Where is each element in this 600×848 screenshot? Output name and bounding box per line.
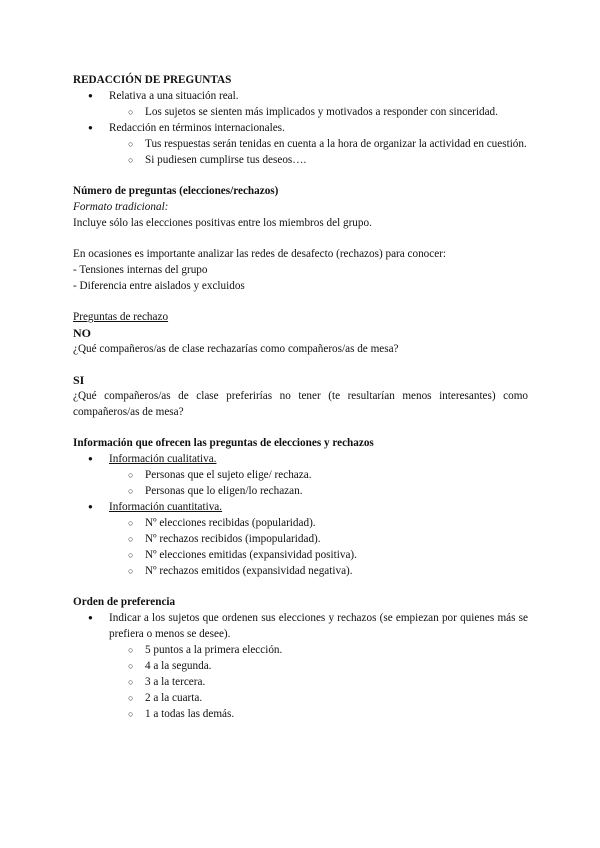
sub-bullet-puntos-5: ○ 1 a todas las demás. <box>73 706 528 722</box>
redaccion-list <box>73 88 528 168</box>
bullet-indicar: ● Indicar a los sujetos que ordenen sus elecciones y rechazos (se empiezan por quienes más se prefiera o menos se desee). <box>73 610 528 642</box>
sub-bullet-respuestas: ○ Tus respuestas serán tenidas en cuenta a la hora de organizar la actividad en cuestión. <box>73 136 528 152</box>
sub-bullet-puntos-3: ○ 3 a la tercera. <box>73 674 528 690</box>
bullet-situacion-real: ● Relativa a una situación real. <box>73 88 528 104</box>
tensiones-line: - Tensiones internas del grupo <box>73 264 208 276</box>
orden-list <box>73 610 528 722</box>
sub-bullet-cualitativa-1: ○ Personas que el sujeto elige/ rechaza. <box>73 467 528 483</box>
section-title-informacion: Información que ofrecen las preguntas de elecciones y rechazos <box>73 437 374 449</box>
sub-bullet-deseos: ○ Si pudiesen cumplirse tus deseos…. <box>73 152 528 168</box>
section-title-numero: Número de preguntas (elecciones/rechazos) <box>73 185 279 197</box>
desafecto-paragraph: En ocasiones es importante analizar las redes de desafecto (rechazos) para conocer: <box>73 248 447 260</box>
bullet-cualitativa: ● Información cualitativa. <box>73 451 528 467</box>
section-title-rechazo: Preguntas de rechazo <box>73 311 169 323</box>
sub-bullet-cuantitativa-3: ○ Nº elecciones emitidas (expansividad positiva). <box>73 547 528 563</box>
section-title-redaccion: REDACCIÓN DE PREGUNTAS <box>73 74 232 86</box>
format-text: Incluye sólo las elecciones positivas entre los miembros del grupo. <box>73 217 372 229</box>
sub-bullet-puntos-4: ○ 2 a la cuarta. <box>73 690 528 706</box>
bullet-redaccion-terminos: ● Redacción en términos internacionales. <box>73 120 528 136</box>
sub-bullet-puntos-1: ○ 5 puntos a la primera elección. <box>73 642 528 658</box>
si-question: ¿Qué compañeros/as de clase preferirías no tener (te resultarían menos interesantes) como compañeros/as de mesa? <box>73 390 528 418</box>
sub-bullet-cuantitativa-2: ○ Nº rechazos recibidos (impopularidad). <box>73 531 528 547</box>
sub-bullet-cuantitativa-1: ○ Nº elecciones recibidas (popularidad). <box>73 515 528 531</box>
section-title-orden: Orden de preferencia <box>73 596 176 608</box>
sub-bullet-implicados: ○ Los sujetos se sienten más implicados y motivados a responder con sinceridad. <box>73 104 528 120</box>
bullet-cuantitativa: ● Información cuantitativa. <box>73 499 528 515</box>
no-question: ¿Qué compañeros/as de clase rechazarías como compañeros/as de mesa? <box>73 343 399 355</box>
sub-bullet-puntos-2: ○ 4 a la segunda. <box>73 658 528 674</box>
diferencia-line: - Diferencia entre aislados y excluidos <box>73 280 245 292</box>
format-label: Formato tradicional: <box>73 201 169 213</box>
informacion-list <box>73 451 528 579</box>
no-label: NO <box>73 326 91 340</box>
sub-bullet-cualitativa-2: ○ Personas que lo eligen/lo rechazan. <box>73 483 528 499</box>
document-page <box>73 72 528 722</box>
sub-bullet-cuantitativa-4: ○ Nº rechazos emitidos (expansividad negativa). <box>73 563 528 579</box>
si-label: SI <box>73 373 85 387</box>
